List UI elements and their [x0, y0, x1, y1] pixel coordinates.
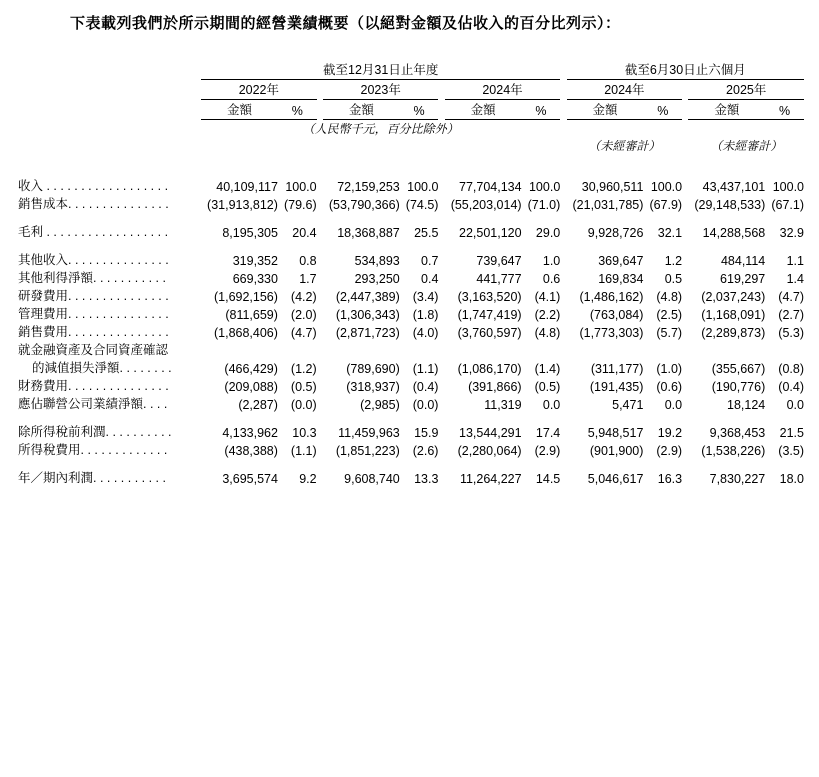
cell-amount: 5,948,517: [587, 426, 644, 440]
cell-percent: 100.0: [528, 180, 561, 194]
row-label-leader: . . . . . . . . . . . . . . .: [68, 307, 169, 321]
cell-amount: 5,471: [612, 398, 644, 412]
row-label: [18, 286, 201, 304]
cell-percent: 1.7: [299, 272, 317, 286]
row-label-text: 財務費用: [18, 379, 69, 393]
cell-percent: (2.9): [534, 444, 561, 458]
row-spacer: [18, 240, 804, 250]
table-row: [18, 250, 804, 268]
row-label: [18, 222, 201, 240]
year-header-2023: 2023年: [360, 83, 401, 97]
row-label-leader: . . . . . . . . . . .: [93, 471, 166, 485]
spacer-cell: [18, 154, 804, 176]
row-label-leader: . . . . . . . . . . . . . . .: [68, 197, 169, 211]
cell-percent: (0.5): [534, 380, 561, 394]
cell-amount: 7,830,227: [709, 472, 766, 486]
cell-percent: 0.4: [421, 272, 439, 286]
sub-header-row: [18, 100, 804, 119]
row-label: [18, 176, 201, 194]
year-header-2024-interim: 2024年: [604, 83, 645, 97]
row-label-text: 管理費用: [18, 307, 69, 321]
cell-amount: 8,195,305: [222, 226, 278, 240]
cell-amount: (763,084): [589, 308, 644, 322]
unit-note-row: [18, 120, 804, 138]
unaudited-note-row: [18, 137, 804, 154]
cell-percent: (0.4): [778, 380, 804, 394]
cell-amount: (1,747,419): [457, 308, 522, 322]
table-row: [18, 422, 804, 440]
cell-amount: (1,773,303): [579, 326, 644, 340]
cell-percent: 1.2: [664, 254, 683, 268]
cell-percent: 0.7: [421, 254, 439, 268]
empty-cell: [18, 100, 201, 119]
cell-percent: 13.3: [414, 472, 439, 486]
cell-amount: (2,447,389): [335, 290, 400, 304]
cell-amount: (3,163,520): [457, 290, 522, 304]
cell-amount: 18,124: [727, 398, 766, 412]
empty-cell: [18, 80, 201, 99]
cell-percent: 100.0: [772, 180, 804, 194]
cell-percent: 0.0: [542, 398, 561, 412]
cell-amount: 5,046,617: [587, 472, 644, 486]
cell-percent: (1.1): [412, 362, 439, 376]
row-label-leader: . . . . . . . . . . . . .: [80, 443, 168, 457]
cell-amount: 3,695,574: [222, 472, 278, 486]
row-spacer: [18, 412, 804, 422]
row-label-text: 毛利: [18, 225, 44, 239]
cell-amount: 9,368,453: [709, 426, 766, 440]
financial-summary-table: [18, 60, 804, 486]
row-label-leader: . . . . . . . . . . .: [93, 271, 166, 285]
cell-amount: (811,659): [225, 308, 278, 322]
row-label-text: 銷售成本: [18, 197, 69, 211]
sub-header-amount-2024-interim: 金額: [592, 103, 618, 117]
cell-percent: 17.4: [535, 426, 561, 440]
table-row: [18, 376, 804, 394]
cell-percent: 16.3: [657, 472, 683, 486]
cell-percent: 32.1: [657, 226, 683, 240]
table-row: [18, 194, 804, 212]
cell-percent: 0.6: [542, 272, 561, 286]
cell-amount: (1,851,223): [335, 444, 400, 458]
cell-percent: 100.0: [650, 180, 683, 194]
row-label: [18, 394, 201, 412]
cell-amount: 11,459,963: [338, 426, 400, 440]
cell-percent: (1.1): [290, 444, 317, 458]
row-spacer: [18, 458, 804, 468]
cell-percent: 0.0: [664, 398, 683, 412]
cell-percent: 20.4: [292, 226, 317, 240]
year-header-2025-interim: 2025年: [726, 83, 767, 97]
cell-amount: (29,148,533): [694, 198, 766, 212]
cell-amount: (2,037,243): [701, 290, 766, 304]
year-header-2022: 2022年: [238, 83, 280, 97]
spacer-cell: [18, 212, 804, 222]
cell-amount: 18,368,887: [337, 226, 400, 240]
cell-percent: (2.0): [290, 308, 317, 322]
cell-percent: (4.0): [412, 326, 439, 340]
row-label-leader: . . . . . . . .: [119, 361, 172, 375]
cell-amount: 534,893: [354, 254, 400, 268]
cell-amount: (466,429): [224, 362, 278, 376]
cell-percent: (2.6): [412, 444, 439, 458]
cell-amount: (1,306,343): [335, 308, 400, 322]
row-label-text: 的減值損失淨額: [32, 361, 120, 375]
cell-amount: 77,704,134: [459, 180, 522, 194]
cell-amount: (1,168,091): [701, 308, 766, 322]
cell-percent: 100.0: [407, 180, 439, 194]
row-label-text: 銷售費用: [18, 325, 69, 339]
table-row: [18, 222, 804, 240]
cell-percent: (1.0): [656, 362, 683, 376]
sub-header-percent-2024-interim: %: [657, 104, 669, 118]
table-row: [18, 176, 804, 194]
row-label-leader: . . . . . . . . . . . . . . .: [68, 253, 169, 267]
cell-percent: (4.8): [534, 326, 561, 340]
cell-amount: (1,692,156): [213, 290, 278, 304]
spacer-cell: [18, 240, 804, 250]
row-label-leader: . . . .: [143, 397, 168, 411]
row-label-text: 就金融資產及合同資產確認: [18, 343, 169, 357]
cell-percent: (0.6): [656, 380, 683, 394]
cell-percent: (1.2): [290, 362, 317, 376]
cell-amount: 739,647: [476, 254, 522, 268]
sub-header-amount-2025-interim: 金額: [714, 103, 740, 117]
row-label-leader: . . . . . . . . . . . . . . . . . .: [43, 179, 169, 193]
row-label: [18, 304, 201, 322]
table-row: [18, 440, 804, 458]
row-label-text: 收入: [18, 179, 44, 193]
cell-percent: (3.5): [778, 444, 804, 458]
cell-percent: (5.7): [656, 326, 683, 340]
cell-percent: 9.2: [299, 472, 317, 486]
sub-header-percent-2023: %: [413, 104, 425, 118]
cell-amount: 4,133,962: [222, 426, 278, 440]
cell-amount: (2,985): [360, 398, 400, 412]
row-label-text: 除所得稅前利潤: [18, 425, 106, 439]
table-row: [18, 286, 804, 304]
table-row: [18, 468, 804, 486]
cell-amount: (190,776): [711, 380, 766, 394]
cell-amount: (2,289,873): [701, 326, 766, 340]
cell-percent: (2.9): [656, 444, 683, 458]
cell-amount: 484,114: [720, 254, 766, 268]
cell-amount: 14,288,568: [702, 226, 766, 240]
cell-amount: (2,287): [238, 398, 278, 412]
row-label: [18, 340, 201, 358]
empty-cell: [18, 60, 201, 78]
sub-header-amount-2024: 金額: [470, 103, 496, 117]
cell-percent: (3.4): [412, 290, 439, 304]
group-header-annual: 截至12月31日止年度: [323, 63, 439, 77]
cell-amount: 22,501,120: [459, 226, 522, 240]
year-header-2024: 2024年: [482, 83, 523, 97]
table-row: [18, 358, 804, 376]
sub-header-amount-2023: 金額: [348, 103, 374, 117]
table-row: [18, 394, 804, 412]
cell-amount: (1,868,406): [213, 326, 278, 340]
cell-amount: 169,834: [598, 272, 644, 286]
row-label-leader: . . . . . . . . . . . . . . .: [68, 289, 169, 303]
sub-header-percent-2024: %: [535, 104, 547, 118]
cell-amount: 669,330: [232, 272, 278, 286]
row-label: [18, 358, 201, 376]
cell-percent: (4.2): [290, 290, 317, 304]
row-label-text: 其他利得淨額: [18, 271, 94, 285]
page-intro-text: 下表載列我們於所示期間的經營業績概要（以絕對金額及佔收入的百分比列示）：: [70, 15, 621, 32]
cell-percent: 21.5: [779, 426, 804, 440]
row-label: [18, 440, 201, 458]
cell-amount: (438,388): [224, 444, 278, 458]
cell-amount: 293,250: [354, 272, 400, 286]
row-spacer: [18, 212, 804, 222]
cell-amount: 72,159,253: [337, 180, 400, 194]
cell-amount: (1,486,162): [579, 290, 644, 304]
cell-percent: 0.8: [299, 254, 317, 268]
cell-percent: 29.0: [535, 226, 561, 240]
sub-header-percent-2025-interim: %: [779, 104, 791, 118]
cell-amount: 9,608,740: [344, 472, 400, 486]
row-label-leader: . . . . . . . . . . . . . . .: [68, 325, 169, 339]
cell-amount: 369,647: [598, 254, 644, 268]
cell-percent: (2.7): [778, 308, 804, 322]
cell-percent: (79.6): [283, 198, 317, 212]
cell-percent: 10.3: [292, 426, 317, 440]
cell-amount: 11,319: [484, 398, 522, 412]
cell-percent: (4.7): [778, 290, 804, 304]
table-row: [18, 340, 804, 358]
row-label: [18, 250, 201, 268]
cell-percent: (4.1): [534, 290, 561, 304]
cell-amount: (789,690): [346, 362, 400, 376]
cell-percent: 32.9: [779, 226, 804, 240]
cell-amount: 13,544,291: [459, 426, 522, 440]
sub-header-amount-2022: 金額: [227, 103, 253, 117]
row-label: [18, 194, 201, 212]
cell-percent: (0.5): [290, 380, 317, 394]
cell-percent: (2.5): [656, 308, 683, 322]
cell-percent: (67.1): [771, 198, 804, 212]
cell-percent: 19.2: [657, 426, 683, 440]
row-label-leader: . . . . . . . . . . . . . . . . . .: [43, 225, 169, 239]
cell-amount: 11,264,227: [459, 472, 522, 486]
cell-amount: 43,437,101: [702, 180, 766, 194]
cell-amount: 40,109,117: [216, 180, 278, 194]
cell-amount: 319,352: [232, 254, 278, 268]
spacer-cell: [18, 458, 804, 468]
group-header-interim: 截至6月30日止六個月: [624, 63, 746, 77]
row-label-text: 所得稅費用: [18, 443, 81, 457]
cell-percent: (67.9): [649, 198, 683, 212]
cell-amount: (311,177): [590, 362, 644, 376]
cell-amount: (1,086,170): [457, 362, 522, 376]
table-row: [18, 304, 804, 322]
cell-amount: (31,913,812): [207, 198, 278, 212]
cell-amount: (318,937): [346, 380, 400, 394]
cell-amount: 441,777: [476, 272, 522, 286]
row-label-text: 年／期內利潤: [18, 471, 94, 485]
year-header-row: [18, 80, 804, 99]
sub-header-percent-2022: %: [291, 104, 303, 118]
row-label: [18, 322, 201, 340]
cell-percent: 100.0: [285, 180, 317, 194]
empty-cell: [560, 120, 804, 138]
row-label-text: 應佔聯營公司業績淨額: [18, 397, 144, 411]
cell-percent: 1.4: [786, 272, 804, 286]
cell-percent: 1.0: [542, 254, 561, 268]
cell-percent: 14.5: [535, 472, 561, 486]
cell-percent: (71.0): [527, 198, 561, 212]
cell-percent: (4.8): [656, 290, 683, 304]
cell-amount: (55,203,014): [450, 198, 522, 212]
cell-percent: (4.7): [290, 326, 317, 340]
cell-amount: (21,031,785): [572, 198, 644, 212]
empty-cell: [18, 120, 201, 138]
empty-cell: [201, 340, 804, 358]
cell-percent: (0.0): [412, 398, 439, 412]
cell-percent: (5.3): [778, 326, 804, 340]
cell-percent: 25.5: [414, 226, 439, 240]
cell-percent: (0.4): [412, 380, 439, 394]
cell-amount: (209,088): [224, 380, 278, 394]
cell-percent: (74.5): [405, 198, 439, 212]
cell-percent: (2.2): [534, 308, 561, 322]
cell-amount: (2,871,723): [335, 326, 400, 340]
cell-amount: 619,297: [720, 272, 766, 286]
cell-amount: (2,280,064): [457, 444, 522, 458]
header-body-spacer: [18, 154, 804, 176]
cell-percent: (1.4): [534, 362, 561, 376]
row-label: [18, 268, 201, 286]
row-label: [18, 468, 201, 486]
row-label: [18, 376, 201, 394]
spacer-cell: [18, 412, 804, 422]
table-row: [18, 322, 804, 340]
cell-percent: 1.1: [786, 254, 804, 268]
cell-percent: (0.8): [778, 362, 804, 376]
cell-amount: (901,900): [589, 444, 644, 458]
cell-percent: 0.5: [664, 272, 683, 286]
cell-amount: (191,435): [589, 380, 644, 394]
cell-amount: (1,538,226): [701, 444, 766, 458]
cell-percent: 15.9: [414, 426, 439, 440]
group-header-row: [18, 60, 804, 78]
cell-amount: (355,667): [711, 362, 766, 376]
cell-percent: (0.0): [290, 398, 317, 412]
unit-note: （人民幣千元，百分比除外）: [302, 122, 459, 136]
cell-amount: 30,960,511: [581, 180, 644, 194]
empty-cell: [18, 137, 560, 154]
row-label-leader: . . . . . . . . . . . . . . .: [68, 379, 169, 393]
cell-amount: 9,928,726: [587, 226, 644, 240]
cell-percent: 0.0: [786, 398, 804, 412]
row-label-leader: . . . . . . . . . .: [105, 425, 172, 439]
cell-amount: (391,866): [468, 380, 522, 394]
table-row: [18, 268, 804, 286]
row-label: [18, 422, 201, 440]
row-label-text: 其他收入: [18, 253, 69, 267]
cell-percent: (1.8): [412, 308, 439, 322]
unaudited-note-2024: （未經審計）: [588, 139, 661, 153]
cell-percent: 18.0: [779, 472, 804, 486]
cell-amount: (3,760,597): [457, 326, 522, 340]
row-label-text: 研發費用: [18, 289, 69, 303]
unaudited-note-2025: （未經審計）: [710, 139, 783, 153]
cell-amount: (53,790,366): [328, 198, 400, 212]
